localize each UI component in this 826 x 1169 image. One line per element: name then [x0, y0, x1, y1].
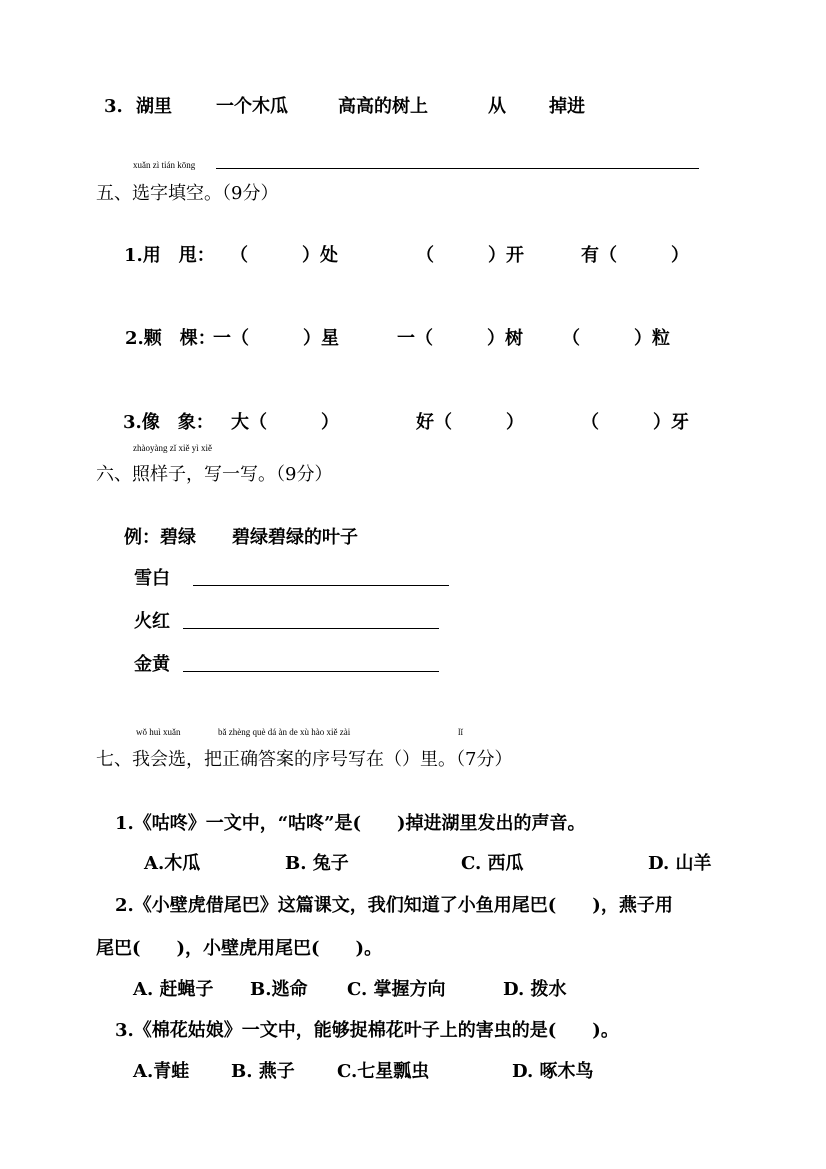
q4-item3-number: 3. — [104, 96, 123, 117]
q4-word-1: 湖里 — [136, 96, 172, 117]
s7-q1-text: 1.《咕咚》一文中，“咕咚”是( )掉进湖里发出的声音。 — [115, 813, 586, 834]
s5-q3-blank-3[interactable]: （ ）牙 — [581, 412, 689, 433]
s7-q1-option-b[interactable]: B. 兔子 — [285, 853, 349, 874]
s5-q1-blank-3[interactable]: 有（ ） — [581, 245, 689, 266]
s5-q3-blank-1[interactable]: 大（ ） — [231, 412, 339, 433]
s5-q2-label: 2.颗 棵： — [125, 328, 216, 349]
section6-heading: 六、照样子，写一写。（9分） — [96, 464, 333, 485]
s7-q1-option-c[interactable]: C. 西瓜 — [461, 853, 524, 874]
s5-q2-blank-2[interactable]: 一（ ）树 — [397, 328, 523, 349]
s7-q3-option-c[interactable]: C.七星瓢虫 — [337, 1061, 430, 1082]
s7-q3-option-b[interactable]: B. 燕子 — [231, 1061, 295, 1082]
s7-q2-option-c[interactable]: C. 掌握方向 — [347, 979, 446, 1000]
s7-q2-option-d[interactable]: D. 拨水 — [503, 979, 567, 1000]
s7-q3-text: 3.《棉花姑娘》一文中，能够捉棉花叶子上的害虫的是( )。 — [115, 1020, 619, 1041]
pinyin-wohuixuan: wǒ huì xuǎn — [136, 727, 181, 737]
s5-q1-blank-2[interactable]: （ ）开 — [416, 245, 524, 266]
s6-answer-line-1[interactable] — [193, 585, 449, 586]
pinyin-ba-zhengque: bǎ zhèng què dá àn de xù hào xiě zài — [218, 727, 351, 737]
q4-word-5: 掉进 — [549, 96, 585, 117]
pinyin-li: lǐ — [458, 727, 464, 737]
q4-word-4: 从 — [488, 96, 506, 117]
pinyin-zhaoyangzi: zhàoyàng zǐ xiě yì xiě — [133, 443, 212, 453]
section5-heading: 五、选字填空。（9分） — [96, 183, 279, 204]
s7-q2-option-a[interactable]: A. 赶蝇子 — [133, 979, 214, 1000]
s7-q1-option-d[interactable]: D. 山羊 — [648, 853, 712, 874]
s5-q3-label: 3.像 象： — [123, 412, 214, 433]
answer-line-q4 — [216, 168, 699, 169]
s5-q1-blank-1[interactable]: （ ）处 — [230, 245, 338, 266]
s5-q3-blank-2[interactable]: 好（ ） — [416, 412, 524, 433]
pinyin-xuanzitiankong: xuǎn zì tián kōng — [133, 160, 196, 170]
s6-answer-line-3[interactable] — [183, 671, 439, 672]
s6-item-huohong: 火红 — [134, 611, 170, 632]
q4-word-3: 高高的树上 — [338, 96, 428, 117]
s5-q1-label: 1.用 甩： — [124, 245, 215, 266]
s5-q2-blank-3[interactable]: （ ）粒 — [562, 328, 670, 349]
s7-q2-text-line1: 2.《小壁虎借尾巴》这篇课文，我们知道了小鱼用尾巴( )，燕子用 — [115, 895, 673, 916]
s7-q3-option-a[interactable]: A.青蛙 — [133, 1061, 190, 1082]
s6-example-answer: 碧绿碧绿的叶子 — [232, 527, 358, 548]
s6-example-label: 例：碧绿 — [124, 527, 196, 548]
s6-item-xuebai: 雪白 — [134, 568, 170, 589]
s6-answer-line-2[interactable] — [183, 628, 439, 629]
q4-word-2: 一个木瓜 — [216, 96, 288, 117]
s7-q3-option-d[interactable]: D. 啄木鸟 — [512, 1061, 594, 1082]
s6-item-jinhuang: 金黄 — [134, 654, 170, 675]
s7-q1-option-a[interactable]: A.木瓜 — [144, 853, 201, 874]
s7-q2-option-b[interactable]: B.逃命 — [250, 979, 308, 1000]
section7-heading: 七、我会选，把正确答案的序号写在（）里。（7分） — [96, 749, 513, 770]
s5-q2-blank-1[interactable]: 一（ ）星 — [213, 328, 339, 349]
s7-q2-text-line2: 尾巴( )，小壁虎用尾巴( )。 — [96, 938, 383, 959]
